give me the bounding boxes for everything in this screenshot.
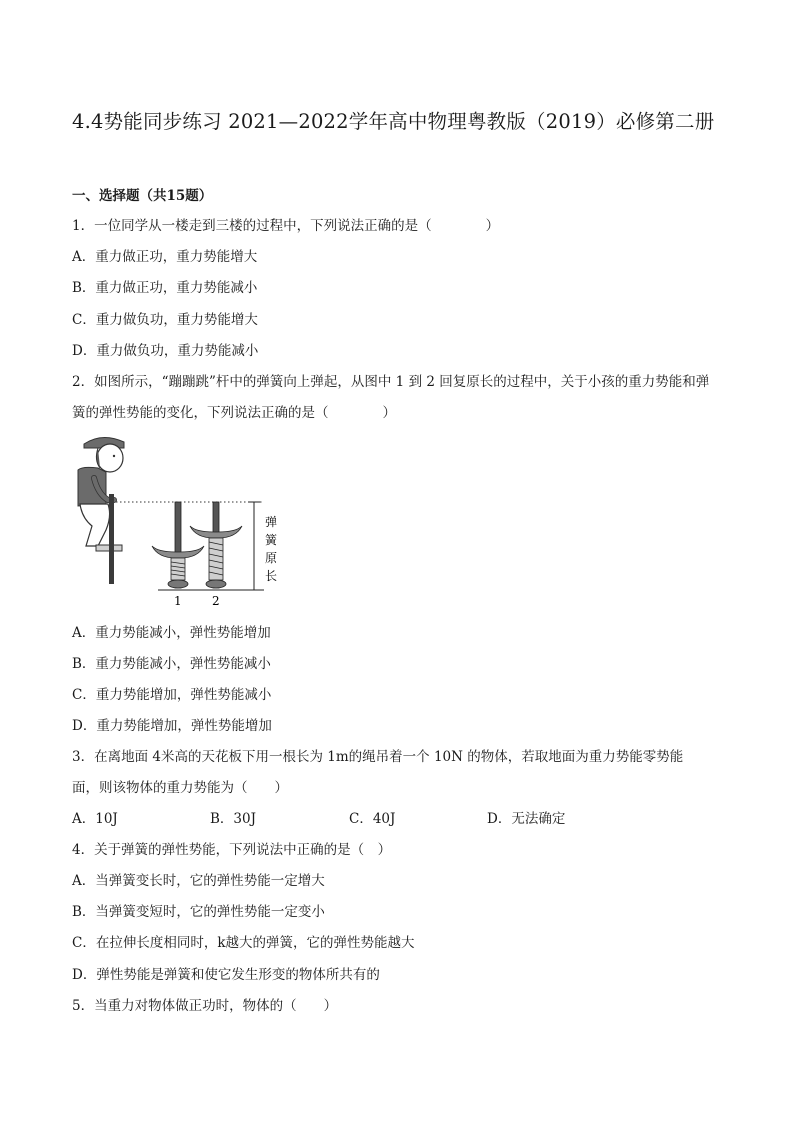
question-3-option-d: D．无法确定 xyxy=(487,811,566,827)
section-heading: 一、选择题（共15题） xyxy=(72,188,213,204)
question-3-option-c: C．40J xyxy=(349,811,396,827)
question-3-option-b: B．30J xyxy=(210,811,257,827)
question-1-option-b: B．重力做正功，重力势能减小 xyxy=(72,280,258,296)
question-4-option-d: D．弹性势能是弹簧和使它发生形变的物体所共有的 xyxy=(72,967,380,983)
spring-length-label-char3: 原 xyxy=(265,551,278,565)
spring-length-label-char2: 簧 xyxy=(265,533,278,547)
pogo-2-diagram xyxy=(190,502,242,588)
question-4-option-b: B．当弹簧变短时，它的弹性势能一定变小 xyxy=(72,904,325,920)
question-2-option-b: B．重力势能减小，弹性势能减小 xyxy=(72,656,271,672)
pogo-1-diagram xyxy=(152,502,204,588)
question-4-option-c: C．在拉伸长度相同时，k越大的弹簧，它的弹性势能越大 xyxy=(72,935,415,951)
question-4-stem: 4．关于弹簧的弹性势能，下列说法中正确的是（ ） xyxy=(72,842,392,858)
question-3-stem-line1: 3．在离地面 4米高的天花板下用一根长为 1m的绳吊着一个 10N 的物体，若取地面为重力势能零势能 xyxy=(72,749,684,765)
question-1-option-c: C．重力做负功，重力势能增大 xyxy=(72,312,258,328)
question-2-option-d: D．重力势能增加，弹性势能增加 xyxy=(72,718,272,734)
question-1-option-d: D．重力做负功，重力势能减小 xyxy=(72,343,259,359)
question-1-option-a: A．重力做正功，重力势能增大 xyxy=(72,249,258,265)
question-2-option-c: C．重力势能增加，弹性势能减小 xyxy=(72,687,272,703)
spring-length-label-char4: 长 xyxy=(265,569,278,583)
question-5-stem: 5．当重力对物体做正功时，物体的（ ） xyxy=(72,998,338,1014)
child-illustration xyxy=(78,437,124,584)
question-1-stem: 1．一位同学从一楼走到三楼的过程中，下列说法正确的是（ ） xyxy=(72,218,500,234)
document-title: 4.4势能同步练习 2021—2022学年高中物理粤教版（2019）必修第二册 xyxy=(72,110,715,133)
question-2-stem-line1: 2．如图所示，“蹦蹦跳”杆中的弹簧向上弹起，从图中 1 到 2 回复原长的过程中，关于小孩的重力势能和弹 xyxy=(72,374,710,390)
question-2-stem-line2: 簧的弹性势能的变化，下列说法正确的是（ ） xyxy=(72,405,396,421)
pogo-2-label: 2 xyxy=(212,594,220,608)
question-3-option-a: A．10J xyxy=(72,811,118,827)
pogo-stick-figure xyxy=(68,434,288,610)
question-2-option-a: A．重力势能减小，弹性势能增加 xyxy=(72,625,271,641)
spring-length-label-char1: 弹 xyxy=(265,515,278,529)
question-3-stem-line2: 面，则该物体的重力势能为（ ） xyxy=(72,780,288,796)
pogo-1-label: 1 xyxy=(174,594,182,608)
question-4-option-a: A．当弹簧变长时，它的弹性势能一定增大 xyxy=(72,873,325,889)
